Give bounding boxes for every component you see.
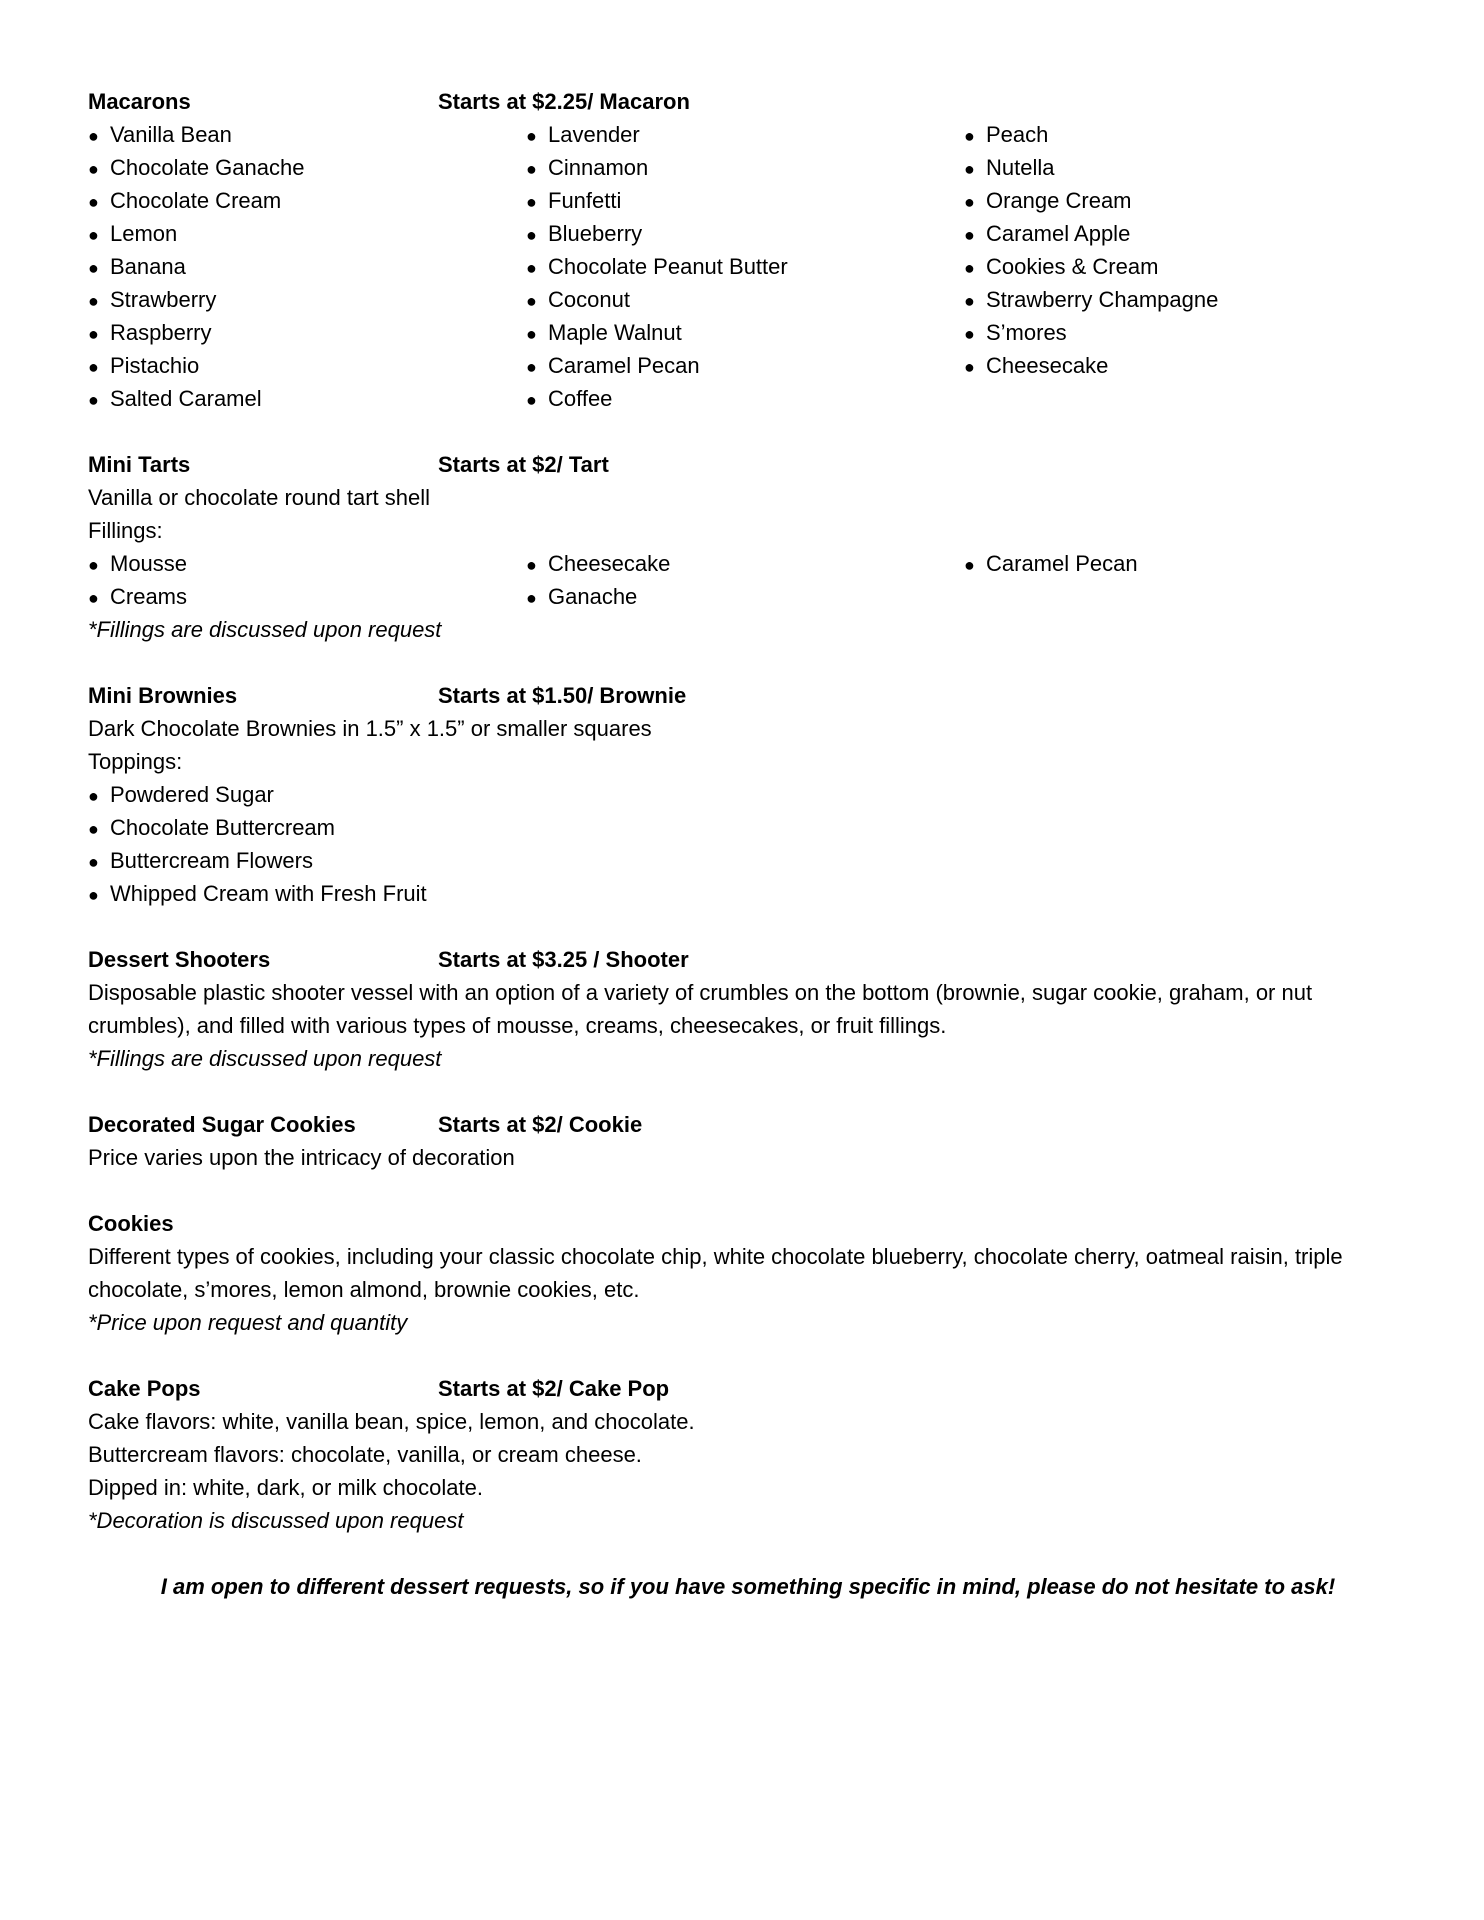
cake-pops-section bbox=[88, 1372, 1408, 1537]
macarons-heading bbox=[88, 85, 1408, 118]
bullet-item: ● Cookies & Cream bbox=[964, 250, 1264, 283]
bullet-item: ● Nutella bbox=[964, 151, 1264, 184]
section-price: Starts at $2/ Cake Pop bbox=[438, 1376, 670, 1401]
bullet-item: ● Chocolate Cream bbox=[88, 184, 526, 217]
cake-pops-heading bbox=[88, 1372, 1408, 1405]
bullet-item: ● Caramel Apple bbox=[964, 217, 1264, 250]
fillings-label: Fillings: bbox=[88, 518, 163, 543]
section-description: Price varies upon the intricacy of decoration bbox=[88, 1145, 515, 1170]
mini-brownies-section bbox=[88, 679, 1408, 910]
cake-flavors-line: Cake flavors: white, vanilla bean, spice, lemon, and chocolate. bbox=[88, 1409, 695, 1434]
mini-tarts-section bbox=[88, 448, 1408, 646]
sugar-cookies-heading bbox=[88, 1108, 1408, 1141]
section-note: *Price upon request and quantity bbox=[88, 1310, 408, 1335]
bullet-item: ● Strawberry bbox=[88, 283, 526, 316]
bullet-item: ● Funfetti bbox=[526, 184, 964, 217]
macaron-flavors bbox=[88, 118, 1408, 415]
bullet-item: ● Blueberry bbox=[526, 217, 964, 250]
section-description: Different types of cookies, including your classic chocolate chip, white chocolate blueberry, chocolate cherry, oatmeal raisin, triple chocolate, s’mores, lemon almond, brownie cookies, etc. bbox=[88, 1244, 1343, 1302]
bullet-item: ● Cheesecake bbox=[526, 547, 964, 580]
section-description: Disposable plastic shooter vessel with an option of a variety of crumbles on the bottom (brownie, sugar cookie, graham, or nut crumbles), and filled with various types of mousse, creams, cheesecakes, or fruit fillings. bbox=[88, 980, 1313, 1038]
menu-page bbox=[88, 85, 1408, 1603]
tart-fillings bbox=[88, 547, 1408, 613]
section-note: *Fillings are discussed upon request bbox=[88, 1046, 442, 1071]
section-price: Starts at $3.25 / Shooter bbox=[438, 947, 689, 972]
section-title: Mini Brownies bbox=[88, 683, 238, 708]
section-price: Starts at $2.25/ Macaron bbox=[438, 89, 690, 114]
bullet-item: ● Salted Caramel bbox=[88, 382, 526, 415]
buttercream-flavors-line: Buttercream flavors: chocolate, vanilla, or cream cheese. bbox=[88, 1442, 642, 1467]
bullet-item: ● Mousse bbox=[88, 547, 526, 580]
bullet-item: ● Coconut bbox=[526, 283, 964, 316]
bullet-item: ● Peach bbox=[964, 118, 1264, 151]
bullet-item: ● Raspberry bbox=[88, 316, 526, 349]
section-note: *Fillings are discussed upon request bbox=[88, 617, 442, 642]
section-title: Mini Tarts bbox=[88, 452, 191, 477]
dessert-shooters-section bbox=[88, 943, 1408, 1075]
cookies-heading bbox=[88, 1207, 1408, 1240]
dessert-shooters-heading bbox=[88, 943, 1408, 976]
section-title: Cookies bbox=[88, 1211, 174, 1236]
mini-brownies-heading bbox=[88, 679, 1408, 712]
toppings-label: Toppings: bbox=[88, 749, 183, 774]
bullet-item: ● Lavender bbox=[526, 118, 964, 151]
closing-message: I am open to different dessert requests, so if you have something specific in mind, please do not hesitate to ask! bbox=[160, 1574, 1336, 1599]
section-note: *Decoration is discussed upon request bbox=[88, 1508, 464, 1533]
mini-tarts-heading bbox=[88, 448, 1408, 481]
section-price: Starts at $2/ Cookie bbox=[438, 1112, 643, 1137]
filling-column bbox=[526, 547, 964, 613]
bullet-item: ● Ganache bbox=[526, 580, 964, 613]
dipped-in-line: Dipped in: white, dark, or milk chocolate. bbox=[88, 1475, 483, 1500]
section-title: Decorated Sugar Cookies bbox=[88, 1112, 356, 1137]
flavor-column bbox=[88, 118, 526, 415]
bullet-item: ● Cheesecake bbox=[964, 349, 1264, 382]
bullet-item: ● Chocolate Peanut Butter bbox=[526, 250, 964, 283]
filling-column bbox=[964, 547, 1264, 613]
cookies-section bbox=[88, 1207, 1408, 1339]
bullet-item: ● Maple Walnut bbox=[526, 316, 964, 349]
section-description: Dark Chocolate Brownies in 1.5” x 1.5” or smaller squares bbox=[88, 716, 652, 741]
filling-column bbox=[88, 547, 526, 613]
bullet-item: ● Powdered Sugar bbox=[88, 778, 688, 811]
bullet-item: ● S’mores bbox=[964, 316, 1264, 349]
flavor-column bbox=[526, 118, 964, 415]
bullet-item: ● Vanilla Bean bbox=[88, 118, 526, 151]
macarons-section bbox=[88, 85, 1408, 415]
sugar-cookies-section bbox=[88, 1108, 1408, 1174]
bullet-item: ● Buttercream Flowers bbox=[88, 844, 688, 877]
flavor-column bbox=[964, 118, 1264, 415]
bullet-item: ● Caramel Pecan bbox=[526, 349, 964, 382]
section-title: Macarons bbox=[88, 89, 191, 114]
bullet-item: ● Creams bbox=[88, 580, 526, 613]
brownie-toppings bbox=[88, 778, 1408, 910]
section-price: Starts at $2/ Tart bbox=[438, 452, 609, 477]
bullet-item: ● Caramel Pecan bbox=[964, 547, 1264, 580]
section-description: Vanilla or chocolate round tart shell bbox=[88, 485, 431, 510]
bullet-item: ● Whipped Cream with Fresh Fruit bbox=[88, 877, 688, 910]
bullet-item: ● Chocolate Buttercream bbox=[88, 811, 688, 844]
bullet-item: ● Banana bbox=[88, 250, 526, 283]
bullet-item: ● Lemon bbox=[88, 217, 526, 250]
bullet-item: ● Cinnamon bbox=[526, 151, 964, 184]
section-title: Cake Pops bbox=[88, 1376, 201, 1401]
bullet-item: ● Pistachio bbox=[88, 349, 526, 382]
bullet-item: ● Chocolate Ganache bbox=[88, 151, 526, 184]
section-title: Dessert Shooters bbox=[88, 947, 271, 972]
section-price: Starts at $1.50/ Brownie bbox=[438, 683, 687, 708]
bullet-item: ● Strawberry Champagne bbox=[964, 283, 1264, 316]
bullet-item: ● Coffee bbox=[526, 382, 964, 415]
bullet-item: ● Orange Cream bbox=[964, 184, 1264, 217]
